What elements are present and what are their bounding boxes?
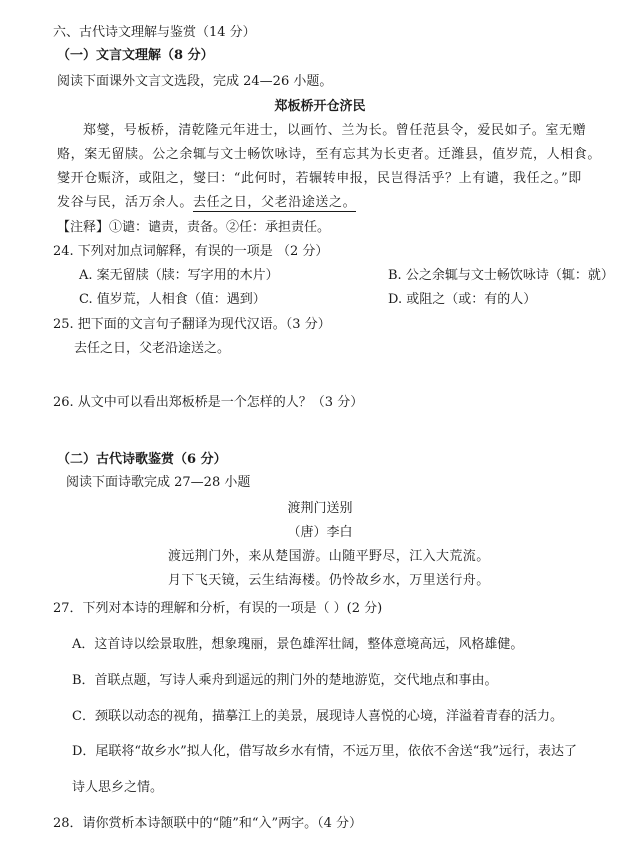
- q27-option-d-line2: 诗人思乡之情。: [72, 780, 164, 795]
- note: 【注释】①谴：谴责，责备。②任：承担责任。: [57, 220, 331, 235]
- passage-line-4-text: 发谷与民，活万余人。: [57, 195, 194, 210]
- passage-line-4: [57, 194, 356, 212]
- passage-line-2: 赂，案无留牍。公之余辄与文士畅饮咏诗，至有忘其为长吏者。迁潍县，值岁荒，人相食。: [57, 147, 602, 162]
- part1-title: （一）文言文理解（8 分）: [57, 48, 214, 63]
- part2-instruction: 阅读下面诗歌完成 27—28 小题: [66, 475, 251, 490]
- q24-stem: 24. 下列对加点词解释，有误的一项是 （2 分）: [53, 244, 329, 259]
- q27-option-b: B．首联点题，写诗人乘舟到遥远的荆门外的楚地游览，交代地点和事由。: [72, 673, 498, 688]
- poem-line-2: 月下飞天镜，云生结海楼。仍怜故乡水，万里送行舟。: [168, 573, 490, 588]
- poem-title: 渡荆门送别: [287, 501, 353, 516]
- passage-line-3: 燮开仓赈济，或阻之，燮曰：“此何时，若辗转申报，民岂得活乎？上有谴，我任之。”即: [57, 171, 582, 186]
- q24-option-d: D. 或阻之（或：有的人）: [388, 292, 537, 307]
- passage-title: 郑板桥开仓济民: [274, 99, 366, 114]
- q26-stem: 26. 从文中可以看出郑板桥是一个怎样的人？（3 分）: [53, 395, 364, 410]
- poem-author: （唐）李白: [287, 525, 353, 540]
- q24-option-a: A. 案无留牍（牍：写字用的木片）: [79, 268, 279, 283]
- passage-line-1: 郑燮，号板桥，清乾隆元年进士，以画竹、兰为长。曾任范县令，爱民如子。室无赠: [83, 123, 587, 138]
- q25-stem: 25. 把下面的文言句子翻译为现代汉语。（3 分）: [53, 317, 331, 332]
- q27-stem: 27．下列对本诗的理解和分析，有误的一项是（ ）(2 分): [53, 601, 383, 616]
- poem-line-1: 渡远荆门外，来从楚国游。山随平野尽，江入大荒流。: [168, 549, 490, 564]
- part1-instruction: 阅读下面课外文言文选段，完成 24—26 小题。: [57, 74, 333, 89]
- q24-option-c: C. 值岁荒，人相食（值：遇到）: [79, 292, 266, 307]
- q28-stem: 28．请你赏析本诗颔联中的“随”和“入”两字。（4 分）: [53, 816, 363, 831]
- section-title: 六、古代诗文理解与鉴赏（14 分）: [53, 25, 256, 40]
- q25-sentence: 去任之日，父老沿途送之。: [74, 341, 231, 356]
- q27-option-d-line1: D．尾联将“故乡水”拟人化，借写故乡水有情，不远万里，依依不舍送“我”远行，表达了: [72, 744, 578, 759]
- q24-option-b: B. 公之余辄与文士畅饮咏诗（辄：就）: [388, 268, 614, 283]
- q27-option-c: C．颈联以动态的视角，描摹江上的美景，展现诗人喜悦的心境，洋溢着青春的活力。: [72, 709, 563, 724]
- passage-underlined-sentence: 去任之日，父老沿途送之。: [193, 195, 357, 210]
- q27-option-a: A．这首诗以绘景取胜，想象瑰丽，景色雄浑壮阔，整体意境高远，风格雄健。: [72, 637, 524, 652]
- part2-title: （二）古代诗歌鉴赏（6 分）: [57, 452, 227, 467]
